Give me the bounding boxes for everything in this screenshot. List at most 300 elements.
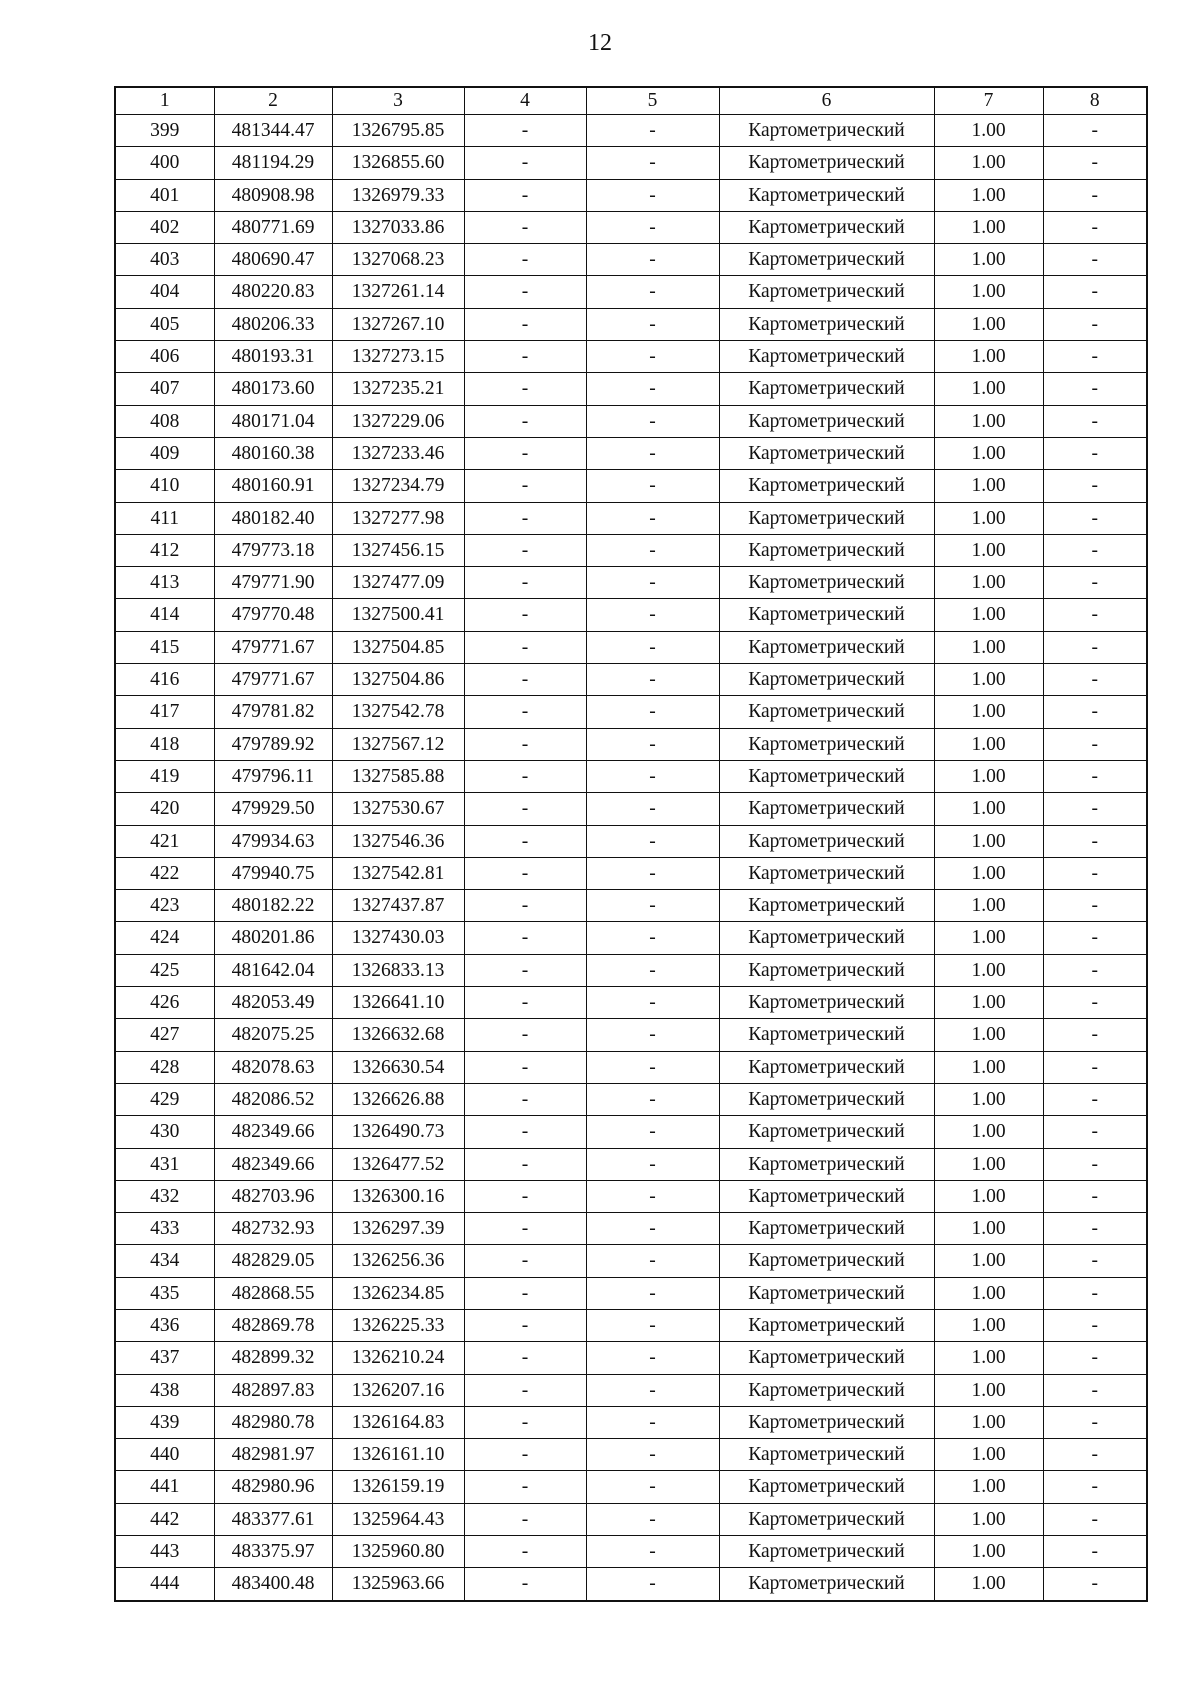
col8-cell: - [1043,1051,1147,1083]
col4-cell: - [464,1277,586,1309]
x-coordinate-cell: 482899.32 [214,1342,332,1374]
table-row [115,1180,1147,1212]
col5-cell: - [586,1406,719,1438]
accuracy-cell: 1.00 [934,922,1043,954]
table-body [115,115,1147,1601]
col4-cell: - [464,147,586,179]
col5-cell: - [586,308,719,340]
col8-cell: - [1043,1374,1147,1406]
x-coordinate-cell: 482868.55 [214,1277,332,1309]
col8-cell: - [1043,115,1147,147]
method-cell: Картометрический [719,1342,934,1374]
accuracy-cell: 1.00 [934,341,1043,373]
method-cell: Картометрический [719,1439,934,1471]
x-coordinate-cell: 480182.22 [214,890,332,922]
col8-cell: - [1043,793,1147,825]
method-cell: Картометрический [719,793,934,825]
col4-cell: - [464,1439,586,1471]
point-number-cell: 410 [115,470,214,502]
col5-cell: - [586,922,719,954]
col8-cell: - [1043,1213,1147,1245]
y-coordinate-cell: 1327542.78 [332,696,464,728]
accuracy-cell: 1.00 [934,1568,1043,1601]
point-number-cell: 414 [115,599,214,631]
accuracy-cell: 1.00 [934,1374,1043,1406]
x-coordinate-cell: 482078.63 [214,1051,332,1083]
point-number-cell: 405 [115,308,214,340]
method-cell: Картометрический [719,373,934,405]
method-cell: Картометрический [719,1503,934,1535]
col4-cell: - [464,1568,586,1601]
point-number-cell: 400 [115,147,214,179]
x-coordinate-cell: 479796.11 [214,760,332,792]
col5-cell: - [586,1439,719,1471]
col4-cell: - [464,308,586,340]
col5-cell: - [586,599,719,631]
x-coordinate-cell: 479934.63 [214,825,332,857]
point-number-cell: 434 [115,1245,214,1277]
col4-cell: - [464,341,586,373]
y-coordinate-cell: 1326632.68 [332,1019,464,1051]
y-coordinate-cell: 1326979.33 [332,179,464,211]
y-coordinate-cell: 1326164.83 [332,1406,464,1438]
table-row [115,1051,1147,1083]
x-coordinate-cell: 479770.48 [214,599,332,631]
method-cell: Картометрический [719,534,934,566]
table-row [115,631,1147,663]
col5-cell: - [586,760,719,792]
col5-cell: - [586,631,719,663]
point-number-cell: 436 [115,1309,214,1341]
table-row [115,211,1147,243]
method-cell: Картометрический [719,211,934,243]
method-cell: Картометрический [719,987,934,1019]
accuracy-cell: 1.00 [934,599,1043,631]
col5-cell: - [586,1180,719,1212]
table-row [115,341,1147,373]
y-coordinate-cell: 1327261.14 [332,276,464,308]
col8-cell: - [1043,373,1147,405]
col4-cell: - [464,728,586,760]
accuracy-cell: 1.00 [934,437,1043,469]
col4-cell: - [464,890,586,922]
col8-cell: - [1043,1309,1147,1341]
point-number-cell: 402 [115,211,214,243]
table-row [115,373,1147,405]
x-coordinate-cell: 480182.40 [214,502,332,534]
method-cell: Картометрический [719,1083,934,1115]
col4-cell: - [464,115,586,147]
col4-cell: - [464,631,586,663]
col5-cell: - [586,664,719,696]
method-cell: Картометрический [719,244,934,276]
point-number-cell: 442 [115,1503,214,1535]
point-number-cell: 404 [115,276,214,308]
x-coordinate-cell: 482980.78 [214,1406,332,1438]
col4-cell: - [464,922,586,954]
col5-cell: - [586,1536,719,1568]
accuracy-cell: 1.00 [934,1536,1043,1568]
x-coordinate-cell: 482053.49 [214,987,332,1019]
col8-cell: - [1043,1568,1147,1601]
table-row [115,696,1147,728]
point-number-cell: 435 [115,1277,214,1309]
table-row [115,1503,1147,1535]
point-number-cell: 418 [115,728,214,760]
col4-cell: - [464,534,586,566]
col5-cell: - [586,437,719,469]
col8-cell: - [1043,1536,1147,1568]
point-number-cell: 424 [115,922,214,954]
accuracy-cell: 1.00 [934,115,1043,147]
y-coordinate-cell: 1326795.85 [332,115,464,147]
x-coordinate-cell: 482981.97 [214,1439,332,1471]
table-row [115,922,1147,954]
column-header-7: 7 [934,87,1043,115]
col4-cell: - [464,567,586,599]
col5-cell: - [586,825,719,857]
col8-cell: - [1043,437,1147,469]
column-header-6: 6 [719,87,934,115]
point-number-cell: 412 [115,534,214,566]
point-number-cell: 421 [115,825,214,857]
table-row [115,567,1147,599]
point-number-cell: 422 [115,857,214,889]
point-number-cell: 419 [115,760,214,792]
col4-cell: - [464,1309,586,1341]
col5-cell: - [586,1213,719,1245]
point-number-cell: 406 [115,341,214,373]
col8-cell: - [1043,1245,1147,1277]
y-coordinate-cell: 1326210.24 [332,1342,464,1374]
method-cell: Картометрический [719,599,934,631]
x-coordinate-cell: 482897.83 [214,1374,332,1406]
col8-cell: - [1043,244,1147,276]
x-coordinate-cell: 479771.67 [214,631,332,663]
point-number-cell: 433 [115,1213,214,1245]
col8-cell: - [1043,825,1147,857]
table-row [115,1471,1147,1503]
x-coordinate-cell: 480201.86 [214,922,332,954]
col5-cell: - [586,567,719,599]
col8-cell: - [1043,341,1147,373]
method-cell: Картометрический [719,857,934,889]
y-coordinate-cell: 1326225.33 [332,1309,464,1341]
accuracy-cell: 1.00 [934,1503,1043,1535]
table-row [115,1536,1147,1568]
method-cell: Картометрический [719,696,934,728]
col5-cell: - [586,1568,719,1601]
table-row [115,1019,1147,1051]
y-coordinate-cell: 1327567.12 [332,728,464,760]
table-row [115,1342,1147,1374]
accuracy-cell: 1.00 [934,1083,1043,1115]
method-cell: Картометрический [719,1180,934,1212]
column-header-5: 5 [586,87,719,115]
x-coordinate-cell: 482086.52 [214,1083,332,1115]
column-header-4: 4 [464,87,586,115]
col5-cell: - [586,405,719,437]
col5-cell: - [586,244,719,276]
accuracy-cell: 1.00 [934,1309,1043,1341]
table-row [115,1568,1147,1601]
point-number-cell: 432 [115,1180,214,1212]
method-cell: Картометрический [719,922,934,954]
y-coordinate-cell: 1325963.66 [332,1568,464,1601]
col5-cell: - [586,1277,719,1309]
x-coordinate-cell: 481344.47 [214,115,332,147]
col4-cell: - [464,696,586,728]
method-cell: Картометрический [719,470,934,502]
x-coordinate-cell: 480908.98 [214,179,332,211]
x-coordinate-cell: 480690.47 [214,244,332,276]
point-number-cell: 444 [115,1568,214,1601]
col8-cell: - [1043,1406,1147,1438]
accuracy-cell: 1.00 [934,147,1043,179]
col8-cell: - [1043,1503,1147,1535]
method-cell: Картометрический [719,890,934,922]
col5-cell: - [586,1503,719,1535]
col4-cell: - [464,857,586,889]
x-coordinate-cell: 480771.69 [214,211,332,243]
col8-cell: - [1043,954,1147,986]
col5-cell: - [586,857,719,889]
method-cell: Картометрический [719,1536,934,1568]
accuracy-cell: 1.00 [934,825,1043,857]
table-row [115,954,1147,986]
method-cell: Картометрический [719,1116,934,1148]
x-coordinate-cell: 479929.50 [214,793,332,825]
col5-cell: - [586,373,719,405]
table-row [115,179,1147,211]
col8-cell: - [1043,502,1147,534]
method-cell: Картометрический [719,728,934,760]
col4-cell: - [464,211,586,243]
x-coordinate-cell: 479773.18 [214,534,332,566]
table-row [115,1148,1147,1180]
y-coordinate-cell: 1327585.88 [332,760,464,792]
accuracy-cell: 1.00 [934,1019,1043,1051]
col8-cell: - [1043,405,1147,437]
table-header-row [115,87,1147,115]
point-number-cell: 416 [115,664,214,696]
col8-cell: - [1043,857,1147,889]
column-header-8: 8 [1043,87,1147,115]
table-row [115,405,1147,437]
accuracy-cell: 1.00 [934,728,1043,760]
x-coordinate-cell: 479789.92 [214,728,332,760]
x-coordinate-cell: 480193.31 [214,341,332,373]
accuracy-cell: 1.00 [934,244,1043,276]
col4-cell: - [464,1180,586,1212]
col8-cell: - [1043,922,1147,954]
col5-cell: - [586,1471,719,1503]
table-row [115,760,1147,792]
col4-cell: - [464,502,586,534]
col4-cell: - [464,1536,586,1568]
point-number-cell: 415 [115,631,214,663]
x-coordinate-cell: 479781.82 [214,696,332,728]
method-cell: Картометрический [719,825,934,857]
table-row [115,793,1147,825]
col5-cell: - [586,728,719,760]
table-row [115,857,1147,889]
method-cell: Картометрический [719,179,934,211]
point-number-cell: 411 [115,502,214,534]
y-coordinate-cell: 1327546.36 [332,825,464,857]
x-coordinate-cell: 482829.05 [214,1245,332,1277]
point-number-cell: 423 [115,890,214,922]
col5-cell: - [586,1116,719,1148]
table-row [115,437,1147,469]
coordinates-table [114,86,1148,1602]
y-coordinate-cell: 1326477.52 [332,1148,464,1180]
col4-cell: - [464,1148,586,1180]
y-coordinate-cell: 1326207.16 [332,1374,464,1406]
x-coordinate-cell: 481194.29 [214,147,332,179]
table-row [115,276,1147,308]
accuracy-cell: 1.00 [934,954,1043,986]
table-row [115,890,1147,922]
table-row [115,825,1147,857]
point-number-cell: 440 [115,1439,214,1471]
col5-cell: - [586,1083,719,1115]
table-row [115,534,1147,566]
table-row [115,728,1147,760]
accuracy-cell: 1.00 [934,502,1043,534]
col5-cell: - [586,179,719,211]
method-cell: Картометрический [719,147,934,179]
point-number-cell: 425 [115,954,214,986]
col4-cell: - [464,1471,586,1503]
y-coordinate-cell: 1327229.06 [332,405,464,437]
point-number-cell: 407 [115,373,214,405]
col5-cell: - [586,341,719,373]
accuracy-cell: 1.00 [934,987,1043,1019]
y-coordinate-cell: 1326234.85 [332,1277,464,1309]
y-coordinate-cell: 1327504.86 [332,664,464,696]
col8-cell: - [1043,987,1147,1019]
col8-cell: - [1043,664,1147,696]
col8-cell: - [1043,1083,1147,1115]
accuracy-cell: 1.00 [934,373,1043,405]
col8-cell: - [1043,470,1147,502]
accuracy-cell: 1.00 [934,890,1043,922]
x-coordinate-cell: 480160.91 [214,470,332,502]
col8-cell: - [1043,567,1147,599]
col4-cell: - [464,373,586,405]
table-row [115,244,1147,276]
column-header-2: 2 [214,87,332,115]
accuracy-cell: 1.00 [934,1148,1043,1180]
point-number-cell: 408 [115,405,214,437]
col5-cell: - [586,696,719,728]
method-cell: Картометрический [719,1568,934,1601]
x-coordinate-cell: 479940.75 [214,857,332,889]
x-coordinate-cell: 480220.83 [214,276,332,308]
table-row [115,1116,1147,1148]
col8-cell: - [1043,728,1147,760]
col5-cell: - [586,211,719,243]
col8-cell: - [1043,147,1147,179]
table-row [115,1277,1147,1309]
method-cell: Картометрический [719,1374,934,1406]
y-coordinate-cell: 1327477.09 [332,567,464,599]
col5-cell: - [586,1148,719,1180]
point-number-cell: 403 [115,244,214,276]
table-row [115,308,1147,340]
point-number-cell: 430 [115,1116,214,1148]
col8-cell: - [1043,1019,1147,1051]
y-coordinate-cell: 1327530.67 [332,793,464,825]
method-cell: Картометрический [719,341,934,373]
method-cell: Картометрический [719,1148,934,1180]
method-cell: Картометрический [719,1051,934,1083]
y-coordinate-cell: 1327456.15 [332,534,464,566]
col5-cell: - [586,1051,719,1083]
column-header-1: 1 [115,87,214,115]
method-cell: Картометрический [719,502,934,534]
y-coordinate-cell: 1326626.88 [332,1083,464,1115]
y-coordinate-cell: 1327033.86 [332,211,464,243]
table-row [115,1213,1147,1245]
col8-cell: - [1043,631,1147,663]
col4-cell: - [464,470,586,502]
point-number-cell: 409 [115,437,214,469]
accuracy-cell: 1.00 [934,1116,1043,1148]
col8-cell: - [1043,179,1147,211]
col4-cell: - [464,1406,586,1438]
point-number-cell: 399 [115,115,214,147]
y-coordinate-cell: 1327504.85 [332,631,464,663]
x-coordinate-cell: 479771.90 [214,567,332,599]
accuracy-cell: 1.00 [934,534,1043,566]
method-cell: Картометрический [719,405,934,437]
x-coordinate-cell: 482349.66 [214,1116,332,1148]
point-number-cell: 443 [115,1536,214,1568]
point-number-cell: 437 [115,1342,214,1374]
accuracy-cell: 1.00 [934,664,1043,696]
col4-cell: - [464,793,586,825]
method-cell: Картометрический [719,1019,934,1051]
point-number-cell: 427 [115,1019,214,1051]
accuracy-cell: 1.00 [934,793,1043,825]
accuracy-cell: 1.00 [934,276,1043,308]
col5-cell: - [586,1309,719,1341]
table-row [115,599,1147,631]
method-cell: Картометрический [719,1245,934,1277]
x-coordinate-cell: 482349.66 [214,1148,332,1180]
col4-cell: - [464,1116,586,1148]
col4-cell: - [464,405,586,437]
y-coordinate-cell: 1327068.23 [332,244,464,276]
accuracy-cell: 1.00 [934,857,1043,889]
accuracy-cell: 1.00 [934,631,1043,663]
method-cell: Картометрический [719,276,934,308]
col5-cell: - [586,1245,719,1277]
x-coordinate-cell: 480171.04 [214,405,332,437]
col4-cell: - [464,1374,586,1406]
accuracy-cell: 1.00 [934,1180,1043,1212]
x-coordinate-cell: 482869.78 [214,1309,332,1341]
col8-cell: - [1043,890,1147,922]
col8-cell: - [1043,276,1147,308]
y-coordinate-cell: 1326630.54 [332,1051,464,1083]
col4-cell: - [464,179,586,211]
accuracy-cell: 1.00 [934,567,1043,599]
col4-cell: - [464,244,586,276]
y-coordinate-cell: 1326490.73 [332,1116,464,1148]
